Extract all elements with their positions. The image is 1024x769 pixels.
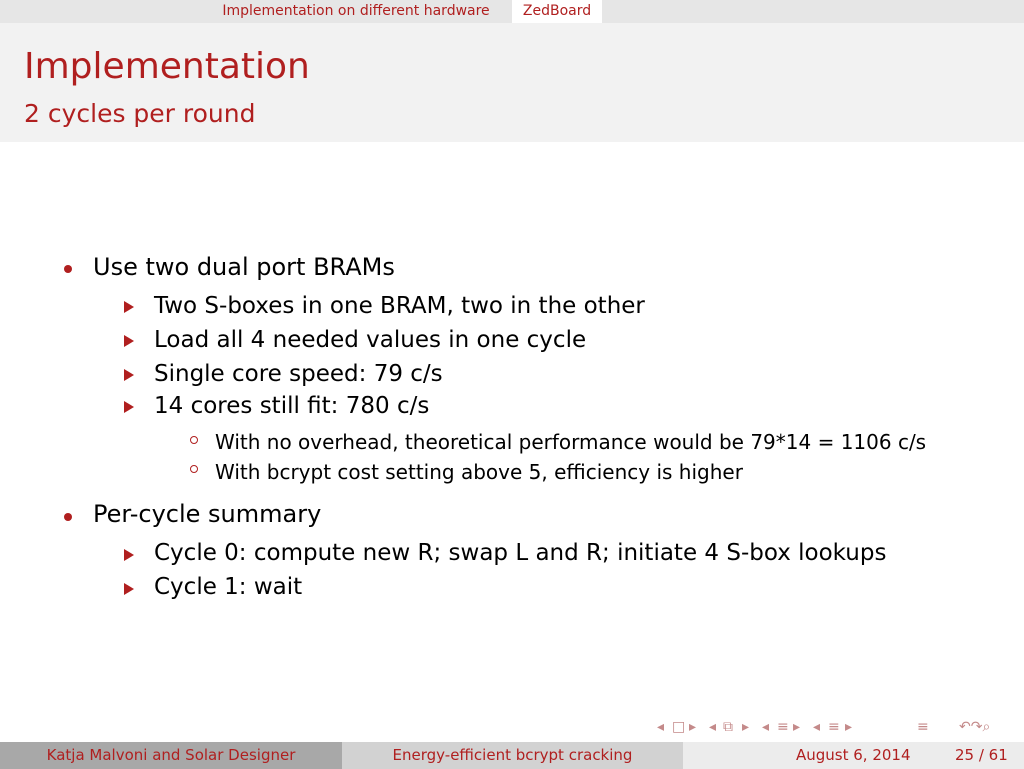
list-subitem: Cycle 0: compute new R; swap L and R; initiate 4 S-box lookups [154,540,887,566]
list-subsubitem: With no overhead, theoretical performance would be 79*14 = 1106 c/s [215,430,927,454]
nav-subsection-icon[interactable]: ⧉ [723,719,733,735]
frame-title: Implementation [24,46,310,87]
bullet-icon [64,265,72,273]
nav-prev-section-icon[interactable]: ◂ [762,719,770,735]
triangle-bullet-icon [124,549,134,561]
list-subsubitem: With bcrypt cost setting above 5, efficiency is higher [215,460,743,484]
triangle-bullet-icon [124,369,134,381]
nav-next-section-icon[interactable]: ▸ [793,719,801,735]
nav-doc-section-icon[interactable]: ≡ [828,719,840,735]
nav-prev-subsection-icon[interactable]: ◂ [709,719,717,735]
triangle-bullet-icon [124,301,134,313]
footer-page-number: 25 / 61 [955,746,1008,764]
circle-bullet-icon [190,436,198,444]
footer-authors-box [0,742,342,769]
navigation-symbols [657,719,1024,739]
nav-prev-doc-section-icon[interactable]: ◂ [813,719,821,735]
list-subitem: Single core speed: 79 c/s [154,361,443,387]
nav-next-frame-icon[interactable]: ▸ [689,719,697,735]
triangle-bullet-icon [124,335,134,347]
list-item: Per-cycle summary [93,500,322,528]
list-subitem: 14 cores still fit: 780 c/s [154,393,430,419]
footer-authors: Katja Malvoni and Solar Designer [46,746,296,764]
nav-search-icon[interactable]: ↶↷⌕ [959,719,991,735]
list-subitem: Two S-boxes in one BRAM, two in the other [154,293,645,319]
triangle-bullet-icon [124,401,134,413]
header-navigation-bar [0,0,1024,23]
list-subitem: Load all 4 needed values in one cycle [154,327,587,353]
list-subitem: Cycle 1: wait [154,574,303,600]
nav-frame-icon[interactable]: □ [672,719,686,735]
nav-next-subsection-icon[interactable]: ▸ [742,719,750,735]
footer-title-box [342,742,683,769]
nav-align-icon[interactable]: ≡ [917,719,929,735]
triangle-bullet-icon [124,583,134,595]
footer-date-box [683,742,1024,769]
frame-subtitle: 2 cycles per round [24,99,256,128]
nav-section-icon[interactable]: ≡ [777,719,789,735]
footer-date: August 6, 2014 [796,746,911,764]
header-subsection-link[interactable]: ZedBoard [512,0,602,23]
footer-talk-title: Energy-efficient bcrypt cracking [392,746,633,764]
nav-next-doc-section-icon[interactable]: ▸ [845,719,853,735]
circle-bullet-icon [190,465,198,473]
nav-prev-frame-icon[interactable]: ◂ [657,719,665,735]
header-section-link[interactable]: Implementation on different hardware [222,3,490,19]
bullet-icon [64,513,72,521]
footer [0,742,1024,769]
list-item: Use two dual port BRAMs [93,253,395,281]
